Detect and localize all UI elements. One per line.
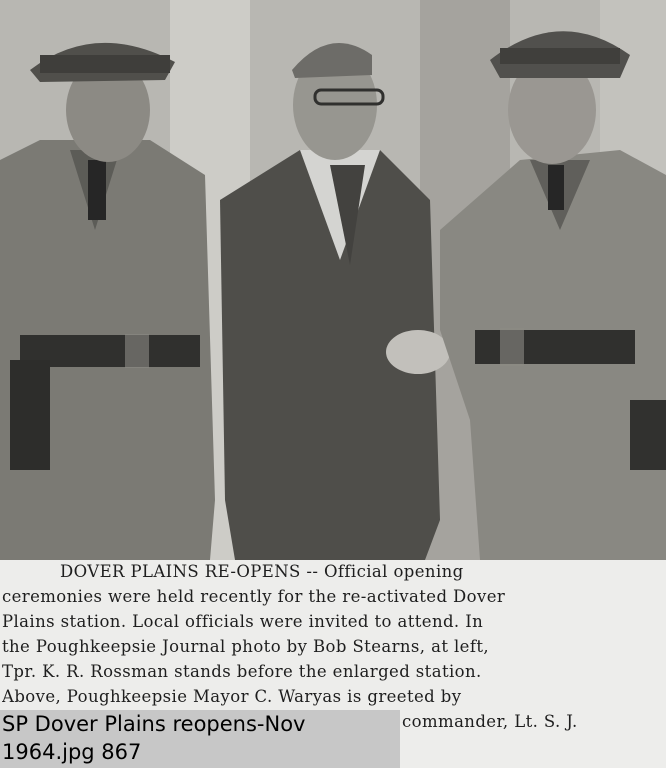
caption-line-3: Plains station. Local officials were invited to attend. In [2, 612, 484, 631]
caption-line-1: DOVER PLAINS RE-OPENS -- Official opening [60, 562, 464, 581]
caption-line-4: the Poughkeepsie Journal photo by Bob Stearns, at left, [2, 637, 490, 656]
caption-line-7: commander, Lt. S. J. [402, 712, 578, 731]
file-label [0, 710, 400, 768]
file-label-name: SP Dover Plains reopens-Nov [2, 712, 306, 736]
caption-line-6: Above, Poughkeepsie Mayor C. Waryas is greeted by [2, 687, 462, 706]
caption-line-5: Tpr. K. R. Rossman stands before the enlarged station. [2, 662, 482, 681]
file-label-extension: 1964.jpg 867 [2, 740, 142, 764]
caption-line-2: ceremonies were held recently for the re-activated Dover [2, 587, 506, 606]
